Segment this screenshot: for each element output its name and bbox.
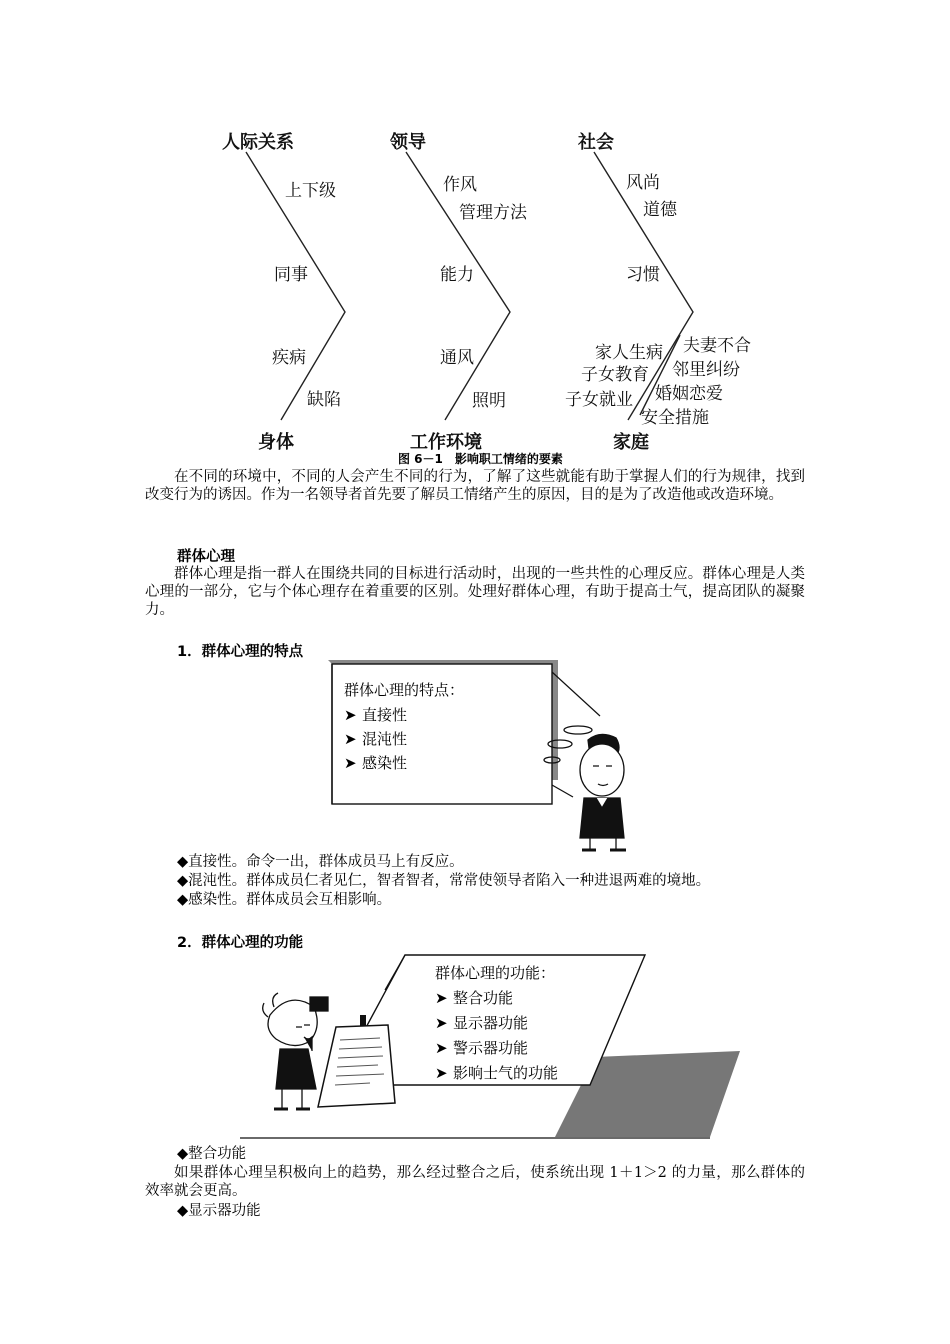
function-item-title: ◆显示器功能 [177, 1203, 261, 1219]
functions-box-item: ➤ 影响士气的功能 [435, 1064, 559, 1082]
function-item-text: 如果群体心理呈积极向上的趋势，那么经过整合之后，使系统出现 1＋1＞2 的力量，那么群体的效率就会更高。 [145, 1165, 805, 1199]
branch-label: 子女就业 [565, 390, 633, 410]
feature-bullet: ◆感染性。群体成员会互相影响。 [177, 892, 392, 908]
intro-paragraph: 在不同的环境中，不同的人会产生不同的行为，了解了这些就能有助于掌握人们的行为规律，找到改变行为的诱因。作为一名领导者首先要了解员工情绪产生的原因，目的是为了改造他或改造环境。 [145, 469, 805, 503]
functions-box-title: 群体心理的功能： [435, 964, 556, 982]
branch-label: 邻里纠纷 [672, 360, 740, 380]
functions-box-item: ➤ 整合功能 [435, 989, 514, 1007]
functions-box-item: ➤ 警示器功能 [435, 1039, 529, 1057]
functions-box-item: ➤ 显示器功能 [435, 1014, 529, 1032]
branch-label: 疾病 [272, 348, 306, 368]
section-paragraph: 群体心理是指一群人在围绕共同的目标进行活动时，出现的一些共性的心理反应。群体心理是人类心理的一部分，它与个体心理存在着重要的区别。处理好群体心理，有助于提高士气，提高团队的凝聚力。 [145, 566, 805, 618]
features-box-item: ➤ 混沌性 [344, 730, 408, 748]
branch-label: 通风 [440, 348, 474, 368]
function-item-title: ◆整合功能 [177, 1146, 247, 1162]
features-box-item: ➤ 直接性 [344, 706, 408, 724]
category-environment: 工作环境 [410, 432, 482, 453]
section-title: 群体心理 [177, 549, 235, 565]
cartoon-professor-icon [263, 993, 328, 1109]
branch-label: 能力 [440, 265, 474, 285]
figure-caption: 图 6－1 影响职工情绪的要素 [398, 452, 563, 466]
branch-label: 安全措施 [641, 408, 709, 428]
chevron-right-icon: ➤ [344, 706, 357, 724]
category-society: 社会 [578, 132, 614, 153]
category-leadership: 领导 [390, 132, 426, 153]
category-relations: 人际关系 [222, 132, 294, 153]
chevron-right-icon: ➤ [435, 989, 448, 1007]
branch-label: 上下级 [285, 181, 336, 201]
branch-label: 道德 [643, 200, 677, 220]
chevron-right-icon: ➤ [435, 1039, 448, 1057]
chevron-right-icon: ➤ [344, 730, 357, 748]
feature-bullet: ◆混沌性。群体成员仁者见仁，智者智者，常常使领导者陷入一种进退两难的境地。 [177, 873, 711, 889]
branch-label: 子女教育 [581, 365, 649, 385]
branch-label: 作风 [443, 175, 477, 195]
branch-label: 管理方法 [459, 203, 527, 223]
chevron-right-icon: ➤ [344, 754, 357, 772]
branch-label: 缺陷 [307, 390, 341, 410]
chevron-right-icon: ➤ [435, 1014, 448, 1032]
branch-label: 习惯 [626, 265, 660, 285]
features-box-title: 群体心理的特点： [344, 681, 465, 699]
branch-label: 照明 [472, 391, 506, 411]
chevron-right-icon: ➤ [435, 1064, 448, 1082]
category-family: 家庭 [613, 432, 649, 453]
category-body: 身体 [258, 432, 294, 453]
features-box-item: ➤ 感染性 [344, 754, 408, 772]
functions-heading: 2．群体心理的功能 [177, 935, 304, 951]
branch-label: 风尚 [626, 173, 660, 193]
features-heading: 1．群体心理的特点 [177, 644, 304, 660]
branch-label: 婚姻恋爱 [655, 384, 723, 404]
branch-label: 家人生病 [595, 343, 663, 363]
branch-label: 夫妻不合 [683, 336, 751, 356]
branch-label: 同事 [274, 265, 308, 285]
feature-bullet: ◆直接性。命令一出，群体成员马上有反应。 [177, 854, 464, 870]
